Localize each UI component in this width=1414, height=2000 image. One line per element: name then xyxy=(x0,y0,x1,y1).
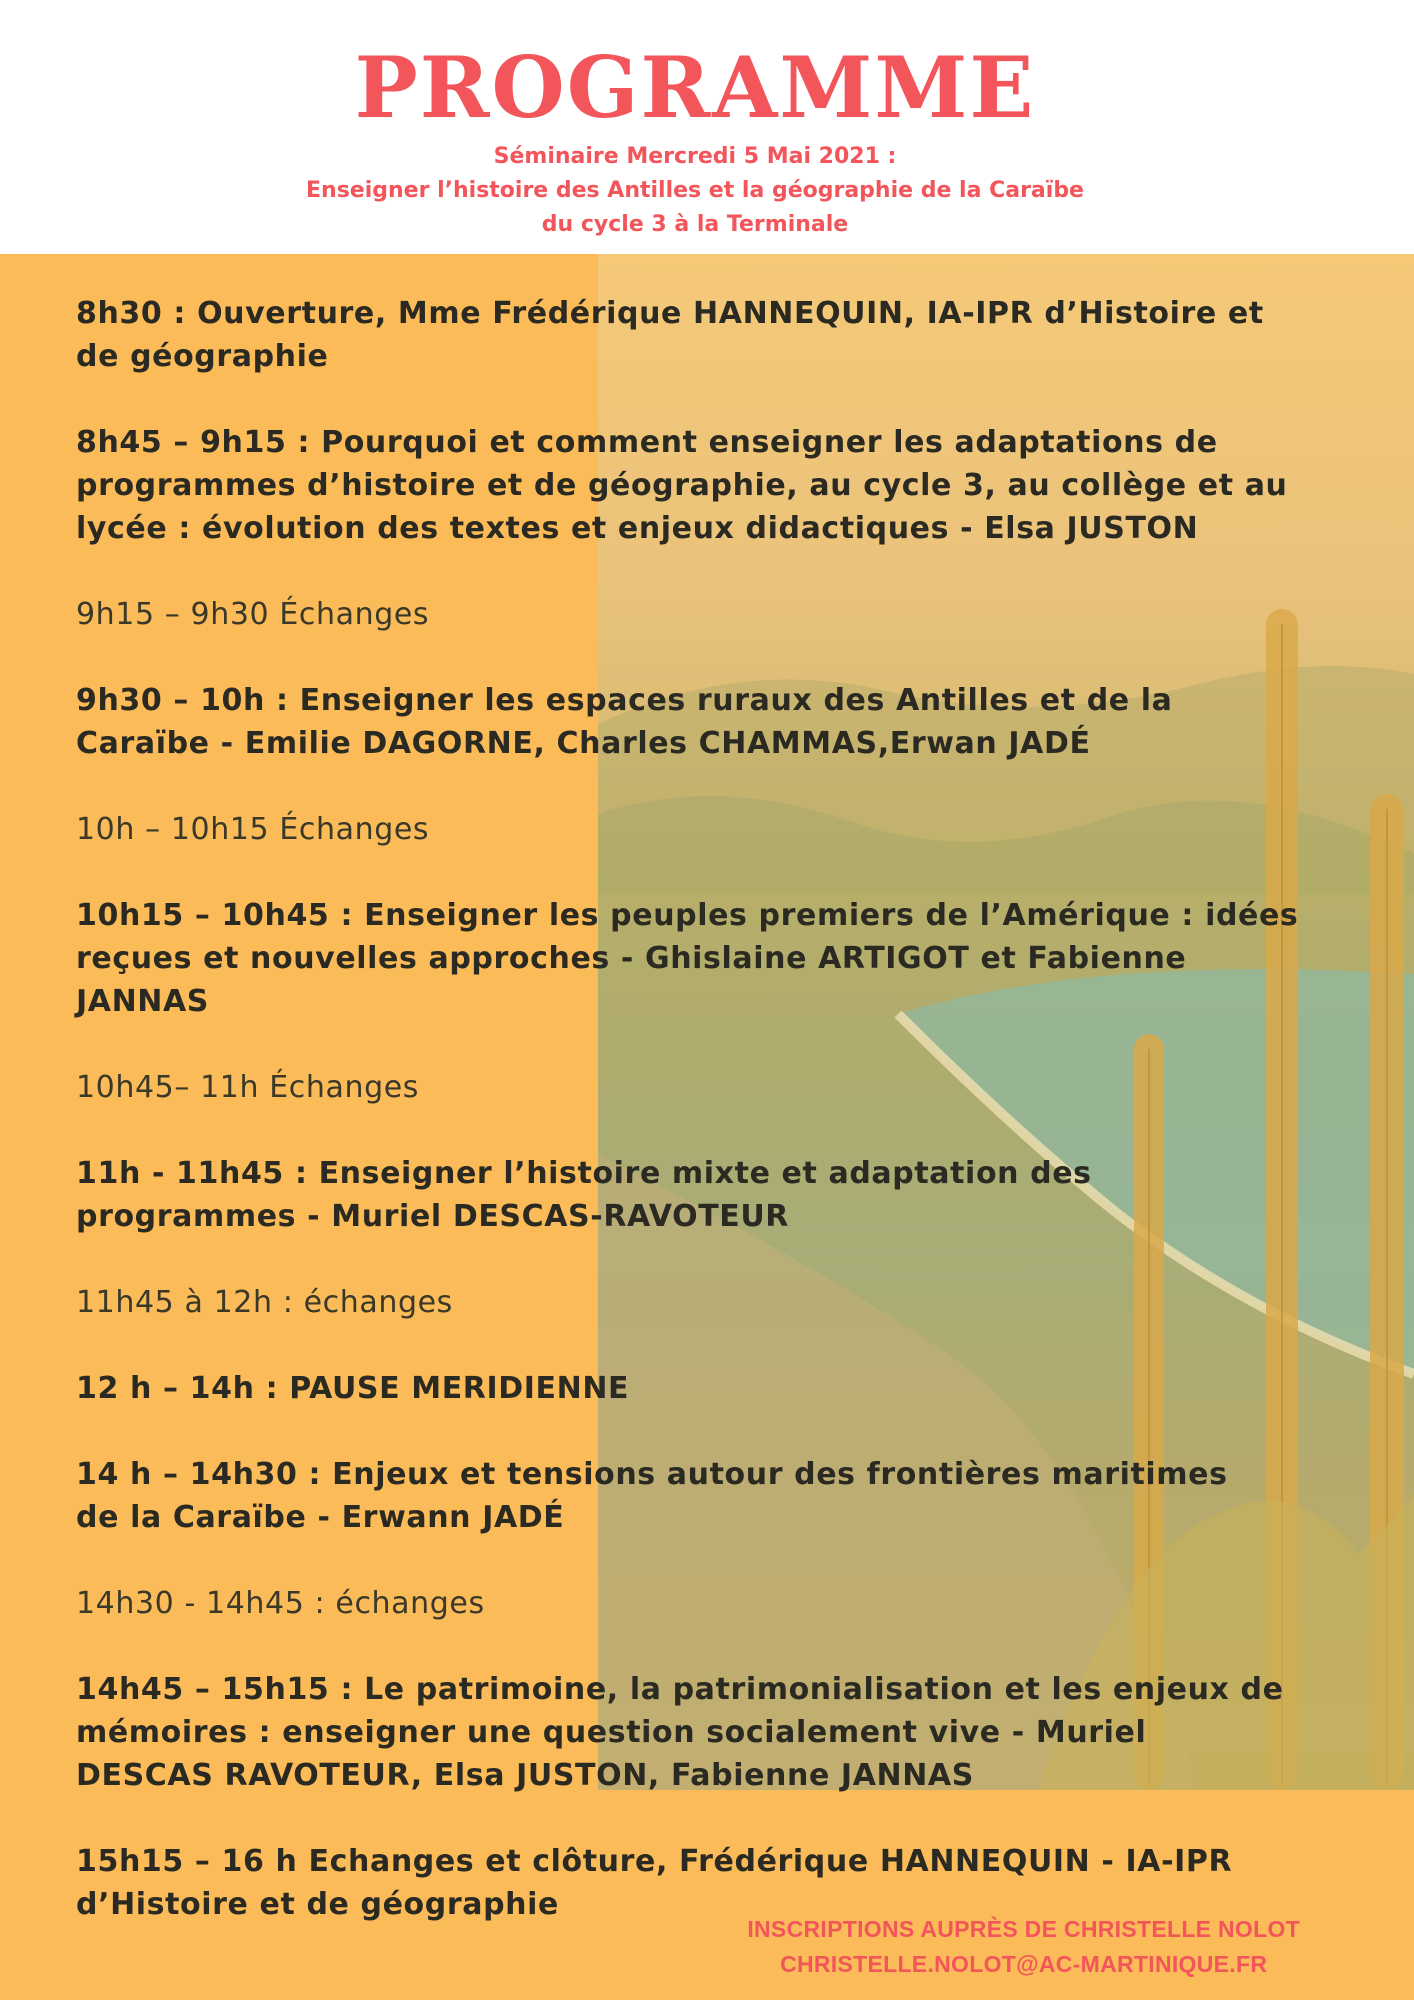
page-title: PROGRAMME xyxy=(354,38,1036,137)
schedule-line: Caraïbe - Emilie DAGORNE, Charles CHAMMAS,Erwan JADÉ xyxy=(76,726,1091,761)
schedule-item xyxy=(76,679,1346,765)
schedule-item xyxy=(76,1668,1346,1797)
schedule-line: 11h - 11h45 : Enseigner l’histoire mixte et adaptation des xyxy=(76,1156,1092,1191)
schedule-line: DESCAS RAVOTEUR, Elsa JUSTON, Fabienne JANNAS xyxy=(76,1758,974,1793)
schedule-line: 12 h – 14h : PAUSE MERIDIENNE xyxy=(76,1371,630,1406)
schedule-line: 10h15 – 10h45 : Enseigner les peuples premiers de l’Amérique : idées xyxy=(76,898,1299,933)
schedule-item xyxy=(76,1367,1346,1410)
schedule-line: reçues et nouvelles approches - Ghislaine ARTIGOT et Fabienne xyxy=(76,941,1187,976)
registration-info xyxy=(747,1912,1300,1982)
schedule-item xyxy=(76,421,1346,550)
schedule-line: 8h45 – 9h15 : Pourquoi et comment enseigner les adaptations de xyxy=(76,425,1218,460)
schedule-line: 10h – 10h15 Échanges xyxy=(76,812,430,847)
schedule-line: programmes d’histoire et de géographie, au cycle 3, au collège et au xyxy=(76,468,1288,503)
schedule-line: d’Histoire et de géographie xyxy=(76,1887,559,1922)
contact-email: CHRISTELLE.NOLOT@AC-MARTINIQUE.FR xyxy=(780,1951,1268,1977)
schedule-item xyxy=(76,1066,1346,1109)
schedule-item xyxy=(76,1453,1346,1539)
schedule-line: lycée : évolution des textes et enjeux didactiques - Elsa JUSTON xyxy=(76,511,1199,546)
schedule-line: 10h45– 11h Échanges xyxy=(76,1070,420,1105)
schedule-item xyxy=(76,1281,1346,1324)
schedule-line: mémoires : enseigner une question socialement vive - Muriel xyxy=(76,1715,1147,1750)
header xyxy=(0,0,1414,254)
schedule-item xyxy=(76,1582,1346,1625)
schedule-line: de la Caraïbe - Erwann JADÉ xyxy=(76,1500,565,1535)
subtitle-line: Enseigner l’histoire des Antilles et la géographie de la Caraïbe xyxy=(306,178,1084,203)
schedule-item xyxy=(76,593,1346,636)
subtitle-line: du cycle 3 à la Terminale xyxy=(541,212,849,237)
schedule-line: de géographie xyxy=(76,339,329,374)
schedule-item xyxy=(76,1152,1346,1238)
schedule-item xyxy=(76,894,1346,1023)
schedule-item xyxy=(76,292,1346,378)
schedule-line: 11h45 à 12h : échanges xyxy=(76,1285,453,1320)
schedule-line: programmes - Muriel DESCAS-RAVOTEUR xyxy=(76,1199,790,1234)
registration-line: INSCRIPTIONS AUPRÈS DE CHRISTELLE NOLOT xyxy=(747,1916,1300,1942)
schedule-line: 14h45 – 15h15 : Le patrimoine, la patrimonialisation et les enjeux de xyxy=(76,1672,1284,1707)
schedule-line: 14h30 - 14h45 : échanges xyxy=(76,1586,485,1621)
subtitle xyxy=(0,140,1390,242)
schedule-line: 15h15 – 16 h Echanges et clôture, Frédérique HANNEQUIN - IA-IPR xyxy=(76,1844,1233,1879)
schedule-line: 9h15 – 9h30 Échanges xyxy=(76,597,430,632)
schedule-line: 8h30 : Ouverture, Mme Frédérique HANNEQUIN, IA-IPR d’Histoire et xyxy=(76,296,1264,331)
schedule-line: 9h30 – 10h : Enseigner les espaces ruraux des Antilles et de la xyxy=(76,683,1173,718)
schedule-line: 14 h – 14h30 : Enjeux et tensions autour des frontières maritimes xyxy=(76,1457,1228,1492)
subtitle-line: Séminaire Mercredi 5 Mai 2021 : xyxy=(493,144,897,169)
schedule-line: JANNAS xyxy=(76,984,210,1019)
schedule-item xyxy=(76,808,1346,851)
schedule-list xyxy=(76,292,1346,1969)
